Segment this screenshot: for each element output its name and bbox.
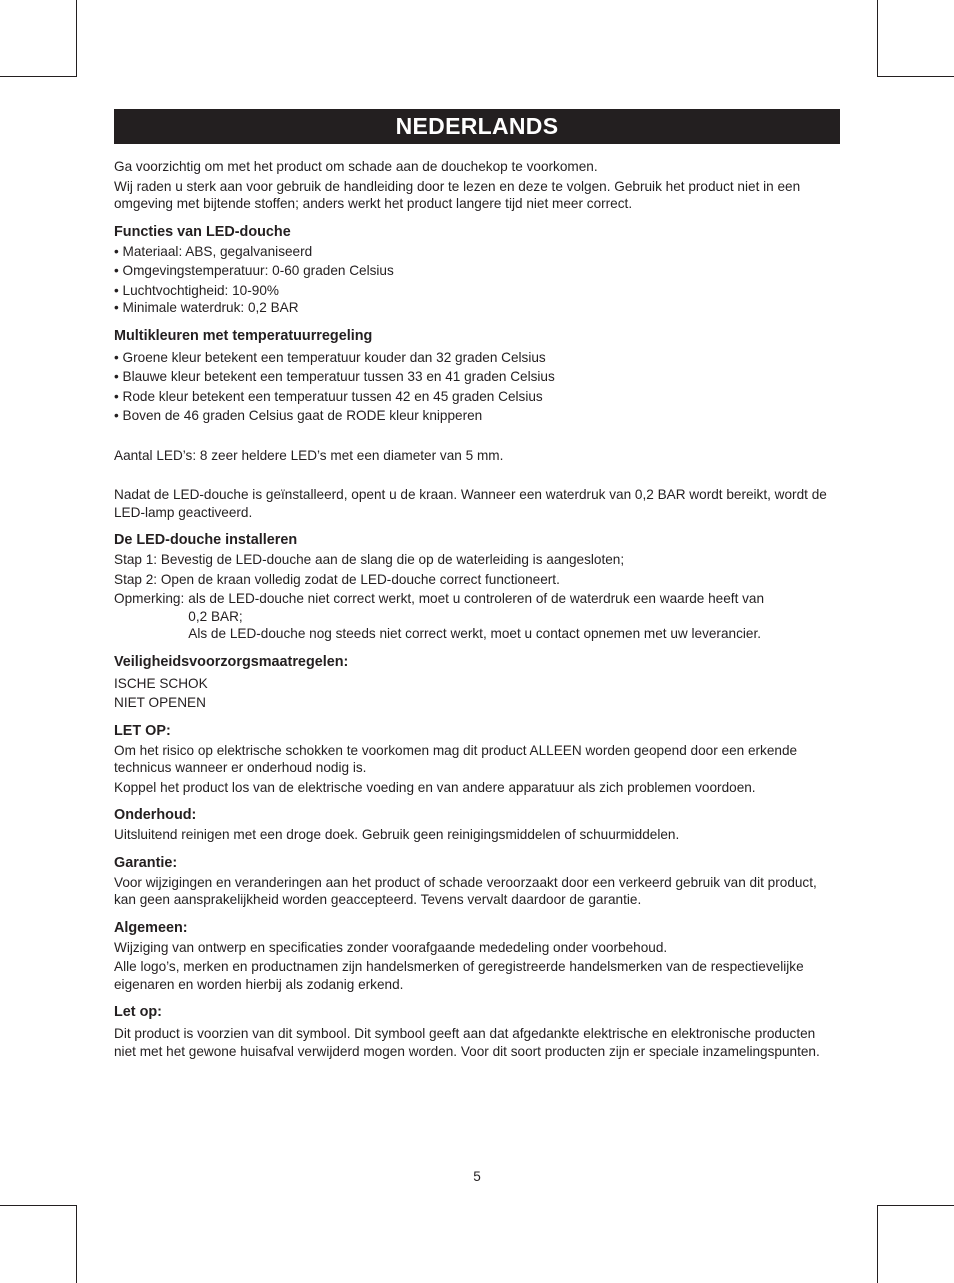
section-heading: LET OP: <box>114 722 171 739</box>
section-heading: Let op: <box>114 1004 162 1020</box>
intro-paragraph: Ga voorzichtig om met het product om schade aan de douchekop te voorkomen. <box>114 159 598 174</box>
crop-mark <box>877 1205 878 1283</box>
list-item: • Luchtvochtigheid: 10-90% <box>114 282 279 298</box>
section-heading: Veiligheidsvoorzorgsmaatregelen: <box>114 653 349 670</box>
body-paragraph: Dit product is voorzien van dit symbool. Dit symbool geeft aan dat afgedankte elektrische en elektronische producten niet met het gewone huisafval verwijderd mogen worden. Voor dit soort producten zijn er speciale inzamelingspunten. <box>114 1026 820 1059</box>
crop-mark <box>877 0 878 76</box>
note-body <box>188 590 764 643</box>
activation-text: Nadat de LED-douche is geïnstalleerd, opent u de kraan. Wanneer een waterdruk van 0,2 BAR wordt bereikt, wordt de LED-lamp geactiveerd. <box>114 487 827 520</box>
body-paragraph: Om het risico op elektrische schokken te voorkomen mag dit product ALLEEN worden geopend door een erkende technicus wanneer er onderhoud nodig is. <box>114 742 798 775</box>
manual-content <box>114 158 838 1060</box>
install-note <box>114 590 838 643</box>
list-item: • Minimale waterdruk: 0,2 BAR <box>114 300 299 315</box>
list-item: • Boven de 46 graden Celsius gaat de RODE kleur knipperen <box>114 408 483 423</box>
note-label: Opmerking: <box>114 591 185 606</box>
install-step: Stap 1: Bevestig de LED-douche aan de slang die op de waterleiding is aangesloten; <box>114 552 625 567</box>
section-heading: Onderhoud: <box>114 807 197 823</box>
crop-mark <box>877 1205 954 1206</box>
list-item: • Groene kleur betekent een temperatuur kouder dan 32 graden Celsius <box>114 349 546 365</box>
crop-mark <box>0 1205 77 1206</box>
safety-line: NIET OPENEN <box>114 695 206 710</box>
note-line: 0,2 BAR; <box>188 608 243 624</box>
body-paragraph: Alle logo’s, merken en productnamen zijn handelsmerken of geregistreerde handelsmerken van de respectievelijke eigenaren en worden hierbij als zodanig erkend. <box>114 959 804 992</box>
list-item: • Rode kleur betekent een temperatuur tussen 42 en 45 graden Celsius <box>114 388 543 404</box>
body-paragraph: Koppel het product los van de elektrische voeding en van andere apparatuur als zich problemen voordoen. <box>114 779 756 795</box>
section-heading: Functies van LED-douche <box>114 223 291 240</box>
note-line: als de LED-douche niet correct werkt, moet u controleren of de waterdruk een waarde heeft van <box>188 591 765 606</box>
led-count-text: Aantal LED’s: 8 zeer heldere LED’s met een diameter van 5 mm. <box>114 447 504 463</box>
crop-mark <box>76 0 77 76</box>
section-heading: Algemeen: <box>114 919 188 936</box>
safety-line: ISCHE SCHOK <box>114 675 208 691</box>
body-paragraph: Uitsluitend reinigen met een droge doek. Gebruik geen reinigingsmiddelen of schuurmiddelen. <box>114 827 680 842</box>
crop-mark <box>76 1205 77 1283</box>
list-item: • Materiaal: ABS, gegalvaniseerd <box>114 243 313 259</box>
install-step: Stap 2: Open de kraan volledig zodat de LED-douche correct functioneert. <box>114 571 560 587</box>
crop-mark <box>0 76 77 77</box>
page-title: NEDERLANDS <box>395 113 559 139</box>
note-line: Als de LED-douche nog steeds niet correct werkt, moet u contact opnemen met uw leverancier. <box>188 626 762 641</box>
crop-mark <box>877 76 954 77</box>
intro-paragraph: Wij raden u sterk aan voor gebruik de handleiding door te lezen en deze te volgen. Gebruik het product niet in een omgeving met bijtende stoffen; anders werkt het product langere tijd niet meer correct. <box>114 178 801 211</box>
body-paragraph: Voor wijzigingen en veranderingen aan het product of schade veroorzaakt door een verkeerd gebruik van dit product, kan geen aansprakelijkheid worden geaccepteerd. Tevens vervalt daardoor de garantie. <box>114 874 817 907</box>
page-number: 5 <box>473 1169 481 1184</box>
list-item: • Blauwe kleur betekent een temperatuur tussen 33 en 41 graden Celsius <box>114 369 555 384</box>
section-heading: Garantie: <box>114 854 178 871</box>
body-paragraph: Wijziging van ontwerp en specificaties zonder voorafgaande mededeling onder voorbehoud. <box>114 939 668 955</box>
section-heading: De LED-douche installeren <box>114 532 298 548</box>
section-heading: Multikleuren met temperatuurregeling <box>114 327 373 344</box>
language-banner <box>114 109 840 144</box>
list-item: • Omgevingstemperatuur: 0-60 graden Celsius <box>114 263 394 278</box>
